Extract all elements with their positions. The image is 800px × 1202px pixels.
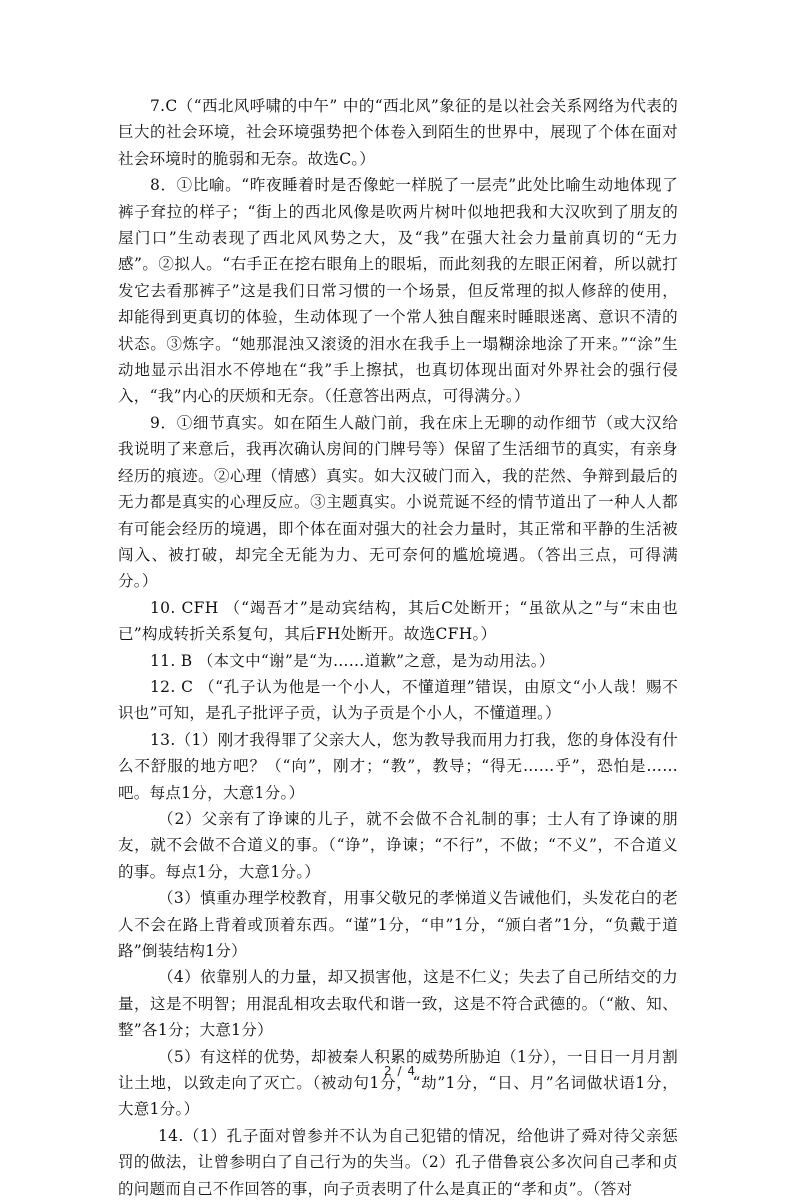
answer-12: 12. C （“孔子认为他是一个小人，不懂道理”错误，由原文“小人哉！赐不识也”可知，是孔子批评子贡，认为子贡是个小人，不懂道理。） — [118, 677, 678, 723]
answer-8: 8．①比喻。“昨夜睡着时是否像蛇一样脱了一层壳”此处比喻生动地体现了裤子耷拉的样子；“街上的西北风像是吹两片树叶似地把我和大汉吹到了朋友的屋门口”生动表现了西北风风势之大，及“我”在强大社会力量前真切的“无力感”。②拟人。“右手正在挖右眼角上的眼垢，而此刻我的左眼正闲着，所以就打发它去看那裤子”这是我们日常习惯的一个场景，但反常理的拟人修辞的使用，却能得到更真切的体验，生动体现了一个常人独自醒来时睡眼迷离、意识不清的状态。③炼字。“她那混浊又滚烫的泪水在我手上一塌糊涂地涂了开来。”“涂”生动地显示出泪水不停地在“我”手上擦拭，也真切体现出面对外界社会的强行侵入，“我”内心的厌烦和无奈。（任意答出两点，可得满分。） — [118, 176, 678, 406]
page-number: 2 / 4 — [384, 1064, 416, 1078]
answer-10: 10. CFH （“竭吾才”是动宾结构，其后C处断开；“虽欲从之”与“末由也已”构成转折关系复句，其后FH处断开。故选CFH。） — [118, 598, 678, 644]
answer-13-1: 13.（1）刚才我得罪了父亲大人，您为教导我而用力打我，您的身体没有什么不舒服的地方吧？（“向”，刚才；“教”，教导；“得无……乎”，恐怕是……吧。每点1分，大意1分。） — [118, 730, 678, 802]
answer-13-5: （5）有这样的优势，却被秦人积累的威势所胁迫（1分），一日日一月月割让土地，以致走向了灭亡。（被动句1分，“劫”1分，“日、月”名词做状语1分，大意1分。） — [118, 1047, 678, 1119]
answer-14: 14.（1）孔子面对曾参并不认为自己犯错的情况，给他讲了舜对待父亲惩罚的做法，让曾参明白了自己行为的失当。（2）孔子借鲁哀公多次问自己孝和贞的问题而自己不作回答的事，向子贡表明了什么是真正的“孝和贞”。（答对 — [118, 1126, 678, 1198]
answer-13-4: （4）依靠别人的力量，却又损害他，这是不仁义；失去了自己所结交的力量，这是不明智；用混乱相攻去取代和谐一致，这是不符合武德的。（“敝、知、整”各1分；大意1分） — [118, 968, 678, 1040]
answer-key-page — [118, 93, 678, 1202]
answer-13-2: （2）父亲有了诤谏的儿子，就不会做不合礼制的事；士人有了诤谏的朋友，就不会做不合道义的事。（“诤”，诤谏；“不行”，不做；“不义”，不合道义的事。每点1分，大意1分。） — [118, 809, 678, 881]
answer-7: 7.C（“西北风呼啸的中午” 中的“西北风”象征的是以社会关系网络为代表的巨大的社会环境，社会环境强势把个体卷入到陌生的世界中，展现了个体在面对社会环境时的脆弱和无奈。故选C。） — [118, 97, 678, 168]
answer-13-3: （3）慎重办理学校教育，用事父敬兄的孝悌道义告诫他们，头发花白的老人不会在路上背着或顶着东西。“谨”1分，“申”1分，“颁白者”1分，“负戴于道路”倒装结构1分） — [118, 889, 678, 960]
answer-11: 11. B （本文中“谢”是“为……道歉”之意，是为动用法。） — [150, 651, 555, 670]
answer-9: 9．①细节真实。如在陌生人敲门前，我在床上无聊的动作细节（或大汉给我说明了来意后，我再次确认房间的门牌号等）保留了生活细节的真实，有亲身经历的痕迹。②心理（情感）真实。如大汉破门而入，我的茫然、争辩到最后的无力都是真实的心理反应。③主题真实。小说荒诞不经的情节道出了一种人人都有可能会经历的境遇，即个体在面对强大的社会力量时，其正常和平静的生活被闯入、被打破，却完全无能为力、无可奈何的尴尬境遇。（答出三点，可得满分。） — [118, 413, 678, 591]
